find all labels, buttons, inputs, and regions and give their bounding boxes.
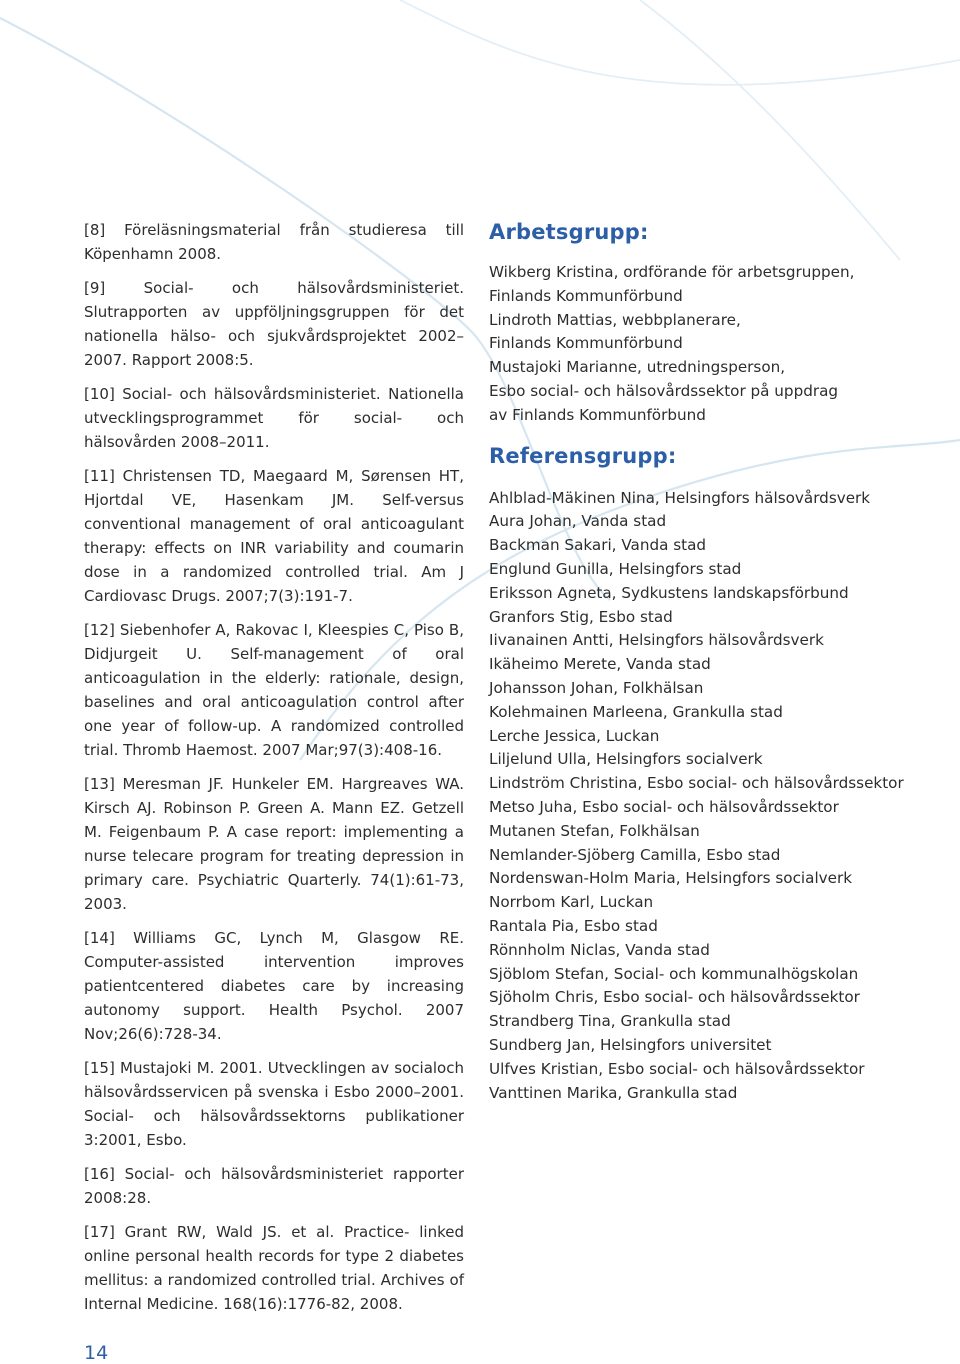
reference-11: [11] Christensen TD, Maegaard M, Sørensen HT, Hjortdal VE, Hasenkam JM. Self-versus conventional management of oral anticoagulant therapy: effects on INR variability and coumarin dose in a randomized controlled trial. Am J Cardiovasc Drugs. 2007;7(3):191-7.: [84, 467, 464, 605]
referensgrupp-member: Eriksson Agneta, Sydkustens landskapsförbund: [489, 583, 849, 602]
referensgrupp-member: Kolehmainen Marleena, Grankulla stad: [489, 702, 783, 721]
referensgrupp-member: Strandberg Tina, Grankulla stad: [489, 1012, 731, 1031]
page-number: 14: [84, 1342, 109, 1364]
referensgrupp-member: Norrbom Karl, Luckan: [489, 893, 654, 912]
arbetsgrupp-line: Finlands Kommunförbund: [489, 334, 683, 353]
referensgrupp-member: Liljelund Ulla, Helsingfors socialverk: [489, 750, 763, 769]
referensgrupp-member: Backman Sakari, Vanda stad: [489, 536, 707, 555]
referensgrupp-member: Mutanen Stefan, Folkhälsan: [489, 821, 700, 840]
reference-15: [15] Mustajoki M. 2001. Utvecklingen av socialoch hälsovårdsservicen på svenska i Esbo 2000–2001. Social- och hälsovårdssektorns publikationer 3:2001, Esbo.: [84, 1059, 464, 1149]
arbetsgrupp-line: av Finlands Kommunförbund: [489, 405, 706, 424]
referensgrupp-member: Aura Johan, Vanda stad: [489, 512, 667, 531]
arbetsgrupp-line: Lindroth Mattias, webbplanerare,: [489, 310, 741, 329]
referensgrupp-member: Ulfves Kristian, Esbo social- och hälsovårdssektor: [489, 1059, 865, 1078]
referensgrupp-member: Lerche Jessica, Luckan: [489, 726, 660, 745]
arbetsgrupp-list: [489, 261, 939, 428]
referensgrupp-member: Johansson Johan, Folkhälsan: [489, 678, 704, 697]
reference-14: [14] Williams GC, Lynch M, Glasgow RE. Computer-assisted intervention improves patientcentered diabetes care by increasing autonomy support. Health Psychol. 2007 Nov;26(6):728-34.: [84, 929, 464, 1043]
referensgrupp-member: Nordenswan-Holm Maria, Helsingfors socialverk: [489, 869, 853, 888]
reference-17: [17] Grant RW, Wald JS. et al. Practice- linked online personal health records for type 2 diabetes mellitus: a randomized controlled trial. Archives of Internal Medicine. 168(16):1776-82, 2008.: [84, 1223, 464, 1313]
work-group-section: [489, 218, 939, 1105]
reference-12: [12] Siebenhofer A, Rakovac I, Kleespies C, Piso B, Didjurgeit U. Self-management of oral anticoagulation in the elderly: rationale, design, baselines and oral anticoagulation control after one year of follow-up. A randomized controlled trial. Thromb Haemost. 2007 Mar;97(3):408-16.: [84, 621, 464, 759]
referensgrupp-member: Metso Juha, Esbo social- och hälsovårdssektor: [489, 797, 839, 816]
arbetsgrupp-line: Wikberg Kristina, ordförande för arbetsgruppen,: [489, 263, 855, 281]
reference-list: [84, 218, 464, 1326]
referensgrupp-member: Englund Gunilla, Helsingfors stad: [489, 559, 742, 578]
arbetsgrupp-heading: Arbetsgrupp:: [489, 220, 649, 244]
referensgrupp-member: Sjöholm Chris, Esbo social- och hälsovårdssektor: [489, 988, 860, 1007]
reference-13: [13] Meresman JF. Hunkeler EM. Hargreaves WA. Kirsch AJ. Robinson P. Green A. Mann EZ. Getzell M. Feigenbaum P. A case report: implementing a nurse telecare program for treating depression in primary care. Psychiatric Quarterly. 74(1):61-73, 2003.: [84, 775, 464, 913]
referensgrupp-member: Rantala Pia, Esbo stad: [489, 916, 658, 935]
arbetsgrupp-line: Mustajoki Marianne, utredningsperson,: [489, 358, 786, 377]
referensgrupp-member: Iivanainen Antti, Helsingfors hälsovårdsverk: [489, 631, 824, 650]
reference-10: [10] Social- och hälsovårdsministeriet. Nationella utvecklingsprogrammet för social- och hälsovården 2008–2011.: [84, 385, 464, 451]
arbetsgrupp-line: Finlands Kommunförbund: [489, 286, 683, 305]
referensgrupp-member: Sundberg Jan, Helsingfors universitet: [489, 1035, 772, 1054]
referensgrupp-member: Vanttinen Marika, Grankulla stad: [489, 1083, 738, 1102]
referensgrupp-member: Granfors Stig, Esbo stad: [489, 607, 673, 626]
arbetsgrupp-line: Esbo social- och hälsovårdssektor på uppdrag: [489, 381, 839, 400]
referensgrupp-list: [489, 487, 939, 1106]
referensgrupp-member: Nemlander-Sjöberg Camilla, Esbo stad: [489, 845, 781, 864]
reference-16: [16] Social- och hälsovårdsministeriet rapporter 2008:28.: [84, 1165, 464, 1207]
referensgrupp-member: Ahlblad-Mäkinen Nina, Helsingfors hälsovårdsverk: [489, 488, 871, 507]
referensgrupp-member: Lindström Christina, Esbo social- och hälsovårdssektor: [489, 774, 904, 793]
referensgrupp-member: Sjöblom Stefan, Social- och kommunalhögskolan: [489, 964, 859, 983]
referensgrupp-member: Ikäheimo Merete, Vanda stad: [489, 655, 711, 674]
referensgrupp-heading: Referensgrupp:: [489, 443, 677, 468]
reference-8: [8] Föreläsningsmaterial från studieresa till Köpenhamn 2008.: [84, 221, 464, 263]
referensgrupp-member: Rönnholm Niclas, Vanda stad: [489, 940, 710, 959]
reference-9: [9] Social- och hälsovårdsministeriet. Slutrapporten av uppföljningsgruppen för det nationella hälso- och sjukvårdsprojektet 2002–2007. Rapport 2008:5.: [84, 279, 464, 369]
